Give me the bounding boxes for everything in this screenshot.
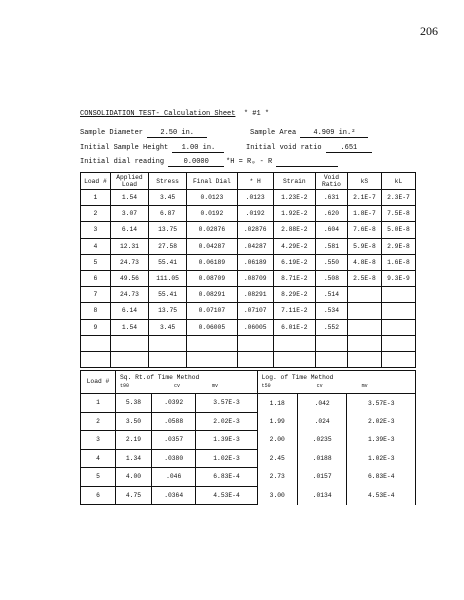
table-row bbox=[81, 206, 416, 222]
sub-mv-2: mv bbox=[361, 383, 368, 389]
table-cell: 1 bbox=[81, 190, 111, 206]
col-ks: kS bbox=[347, 173, 381, 190]
sub-t50: t50 bbox=[261, 383, 271, 389]
table-cell bbox=[347, 303, 381, 319]
time-method-table bbox=[80, 370, 416, 505]
table-cell: 3.57E-3 bbox=[347, 394, 416, 413]
table-cell: 4.00 bbox=[116, 468, 152, 487]
table-cell: 5.0E-8 bbox=[381, 222, 415, 238]
table-cell: 12.31 bbox=[110, 238, 148, 254]
col-void-ratio: Void Ratio bbox=[315, 173, 347, 190]
table-cell bbox=[187, 335, 238, 351]
table-cell: 3.57E-3 bbox=[196, 394, 257, 413]
table-cell bbox=[81, 351, 111, 367]
table-cell: .06189 bbox=[237, 254, 273, 270]
sub-cv-2: cv bbox=[316, 383, 323, 389]
table-cell: 0.06005 bbox=[187, 319, 238, 335]
table-cell: .0123 bbox=[237, 190, 273, 206]
table-cell bbox=[187, 351, 238, 367]
table-cell bbox=[381, 351, 415, 367]
table-cell: 4.53E-4 bbox=[347, 486, 416, 505]
time-method-table-header bbox=[81, 371, 416, 394]
table-cell: .0188 bbox=[297, 449, 347, 468]
table-cell: .514 bbox=[315, 287, 347, 303]
table-cell: 7 bbox=[81, 287, 111, 303]
table-cell: 4.75 bbox=[116, 486, 152, 505]
table-cell: .0157 bbox=[297, 468, 347, 487]
table-cell: 6.83E-4 bbox=[196, 468, 257, 487]
table-cell bbox=[347, 319, 381, 335]
sheet-title-text: CONSOLIDATION TEST- Calculation Sheet bbox=[80, 110, 236, 118]
table-row bbox=[81, 222, 416, 238]
table-cell: .02876 bbox=[237, 222, 273, 238]
table-row bbox=[81, 449, 416, 468]
initial-void-label: Initial void ratio bbox=[246, 144, 322, 152]
sample-diameter-row bbox=[80, 129, 207, 138]
table-cell bbox=[273, 335, 315, 351]
table-cell: .0357 bbox=[151, 431, 195, 450]
table-cell: 1.23E-2 bbox=[273, 190, 315, 206]
table-cell: 24.73 bbox=[110, 254, 148, 270]
table-cell: 2.9E-8 bbox=[381, 238, 415, 254]
table-cell: 1.99 bbox=[257, 412, 297, 431]
table-cell: 7.6E-8 bbox=[347, 222, 381, 238]
table-cell: 0.0123 bbox=[187, 190, 238, 206]
table-cell: 2.1E-7 bbox=[347, 190, 381, 206]
table-cell bbox=[149, 335, 187, 351]
table-cell bbox=[347, 351, 381, 367]
table-cell: 4 bbox=[81, 238, 111, 254]
table-cell: 0.08291 bbox=[187, 287, 238, 303]
sample-diameter-value: 2.50 in. bbox=[147, 129, 207, 138]
table-cell bbox=[381, 335, 415, 351]
table-row bbox=[81, 351, 416, 367]
table-cell: 7.5E-8 bbox=[381, 206, 415, 222]
table-cell: 1.8E-7 bbox=[347, 206, 381, 222]
calculation-table-body bbox=[81, 190, 416, 368]
initial-dial-label: Initial dial reading bbox=[80, 158, 165, 166]
table-row bbox=[81, 335, 416, 351]
calculation-table bbox=[80, 172, 416, 368]
table-cell: 1.54 bbox=[110, 190, 148, 206]
table-cell: 9.3E-9 bbox=[381, 270, 415, 286]
sheet-title-suffix: * #1 * bbox=[243, 110, 270, 118]
table-cell: 3.07 bbox=[110, 206, 148, 222]
table-row bbox=[81, 287, 416, 303]
table-cell: 6 bbox=[81, 486, 116, 505]
log-time-method-header bbox=[257, 371, 415, 394]
sub-t90: t90 bbox=[120, 383, 130, 389]
table-cell: 3.00 bbox=[257, 486, 297, 505]
col-delta-h: * H bbox=[237, 173, 273, 190]
page-number: 206 bbox=[420, 24, 438, 38]
table-cell: 3.50 bbox=[116, 412, 152, 431]
table-cell bbox=[315, 351, 347, 367]
table-cell: 8.29E-2 bbox=[273, 287, 315, 303]
calculation-table-header bbox=[81, 173, 416, 190]
table-cell: 6 bbox=[81, 270, 111, 286]
table-cell bbox=[273, 351, 315, 367]
table-cell: 0.06189 bbox=[187, 254, 238, 270]
table-cell: 6.87 bbox=[149, 206, 187, 222]
initial-dial-value: 0.0000 bbox=[168, 158, 224, 167]
table-cell: 1.39E-3 bbox=[347, 431, 416, 450]
table-cell: .07107 bbox=[237, 303, 273, 319]
t2-col-load-number: Load # bbox=[81, 371, 116, 394]
col-strain: Strain bbox=[273, 173, 315, 190]
table-cell bbox=[237, 351, 273, 367]
table-cell: 0.08709 bbox=[187, 270, 238, 286]
table-cell: 1.92E-2 bbox=[273, 206, 315, 222]
table-cell: 1.6E-8 bbox=[381, 254, 415, 270]
time-method-table-body bbox=[81, 394, 416, 505]
formula-row bbox=[226, 158, 338, 167]
sample-diameter-label: Sample Diameter bbox=[80, 129, 144, 137]
initial-dial-row bbox=[80, 158, 224, 167]
table-cell: 55.41 bbox=[149, 287, 187, 303]
table-cell: 2 bbox=[81, 412, 116, 431]
table-cell: 1.34 bbox=[116, 449, 152, 468]
table-cell bbox=[381, 319, 415, 335]
table-cell: 1.39E-3 bbox=[196, 431, 257, 450]
table-cell: .550 bbox=[315, 254, 347, 270]
table-row bbox=[81, 270, 416, 286]
table-cell: 0.04287 bbox=[187, 238, 238, 254]
log-time-method-subheads bbox=[262, 382, 415, 390]
table-cell: 2.02E-3 bbox=[196, 412, 257, 431]
table-cell: 0.02876 bbox=[187, 222, 238, 238]
initial-void-value: .651 bbox=[326, 144, 372, 153]
sqrt-time-method-title: Sq. Rt.of Time Method bbox=[120, 374, 200, 381]
table-cell: 3.45 bbox=[149, 190, 187, 206]
table-cell: 27.58 bbox=[149, 238, 187, 254]
table-cell: .0134 bbox=[297, 486, 347, 505]
table-cell: 5.9E-8 bbox=[347, 238, 381, 254]
col-stress: Stress bbox=[149, 173, 187, 190]
table-cell bbox=[381, 287, 415, 303]
table-cell: 4.8E-8 bbox=[347, 254, 381, 270]
table-cell: 2.19 bbox=[116, 431, 152, 450]
table-cell: 5 bbox=[81, 468, 116, 487]
table-cell: 1 bbox=[81, 394, 116, 413]
table-cell bbox=[149, 351, 187, 367]
table-cell: 1.18 bbox=[257, 394, 297, 413]
table-row bbox=[81, 238, 416, 254]
table-cell bbox=[347, 335, 381, 351]
sheet-title bbox=[80, 110, 269, 118]
col-applied-load: Applied Load bbox=[110, 173, 148, 190]
table-row bbox=[81, 190, 416, 206]
table-cell: 6.14 bbox=[110, 303, 148, 319]
initial-void-row bbox=[246, 144, 372, 153]
table-row bbox=[81, 431, 416, 450]
table-cell: .0380 bbox=[151, 449, 195, 468]
col-final-dial: Final Dial bbox=[187, 173, 238, 190]
table-cell: .0588 bbox=[151, 412, 195, 431]
log-time-method-title: Log. of Time Method bbox=[261, 374, 334, 381]
table-cell: 13.75 bbox=[149, 303, 187, 319]
table-cell bbox=[110, 335, 148, 351]
table-cell: .631 bbox=[315, 190, 347, 206]
table-cell: 3.45 bbox=[149, 319, 187, 335]
delta-h-formula: *H = R₀ - R bbox=[226, 158, 273, 166]
sample-area-row bbox=[250, 129, 368, 138]
table-cell bbox=[315, 335, 347, 351]
table-cell: 4 bbox=[81, 449, 116, 468]
col-load-number: Load # bbox=[81, 173, 111, 190]
table-cell bbox=[237, 335, 273, 351]
table-cell: 4.29E-2 bbox=[273, 238, 315, 254]
table-cell: 2.45 bbox=[257, 449, 297, 468]
table-row bbox=[81, 303, 416, 319]
table-cell: 8 bbox=[81, 303, 111, 319]
table-row bbox=[81, 254, 416, 270]
table-cell: .581 bbox=[315, 238, 347, 254]
initial-height-row bbox=[80, 144, 224, 153]
table-cell: .06005 bbox=[237, 319, 273, 335]
table-cell: 1.54 bbox=[110, 319, 148, 335]
table-cell: 5 bbox=[81, 254, 111, 270]
table-cell: 6.19E-2 bbox=[273, 254, 315, 270]
sqrt-time-method-header bbox=[116, 371, 258, 394]
table-cell: 6.01E-2 bbox=[273, 319, 315, 335]
table-cell: 8.71E-2 bbox=[273, 270, 315, 286]
table-cell: 5.38 bbox=[116, 394, 152, 413]
table-cell: 2.3E-7 bbox=[381, 190, 415, 206]
table-cell: 2.73 bbox=[257, 468, 297, 487]
table-cell: 3 bbox=[81, 222, 111, 238]
table-cell: .0192 bbox=[237, 206, 273, 222]
table-cell: 49.56 bbox=[110, 270, 148, 286]
table-cell: 111.05 bbox=[149, 270, 187, 286]
table-cell: .552 bbox=[315, 319, 347, 335]
table-row bbox=[81, 486, 416, 505]
table-cell: 2.02E-3 bbox=[347, 412, 416, 431]
table-row bbox=[81, 412, 416, 431]
table-cell: 1.02E-3 bbox=[196, 449, 257, 468]
col-kl: kL bbox=[381, 173, 415, 190]
formula-blank-line bbox=[276, 158, 338, 167]
sub-mv-1: mv bbox=[211, 383, 218, 389]
table-cell: 3 bbox=[81, 431, 116, 450]
table-cell: .046 bbox=[151, 468, 195, 487]
table-cell: .04287 bbox=[237, 238, 273, 254]
sample-area-value: 4.909 in.² bbox=[300, 129, 368, 138]
initial-height-value: 1.00 in. bbox=[172, 144, 224, 153]
table-cell: 0.0192 bbox=[187, 206, 238, 222]
table-cell: 0.07107 bbox=[187, 303, 238, 319]
table-row bbox=[81, 394, 416, 413]
sqrt-time-method-subheads bbox=[120, 382, 257, 390]
table-cell: .042 bbox=[297, 394, 347, 413]
table-cell: .0392 bbox=[151, 394, 195, 413]
table-cell: 2.5E-8 bbox=[347, 270, 381, 286]
table-cell: 13.75 bbox=[149, 222, 187, 238]
table-cell: 4.53E-4 bbox=[196, 486, 257, 505]
table-cell: .024 bbox=[297, 412, 347, 431]
table-row bbox=[81, 319, 416, 335]
table-cell: .08709 bbox=[237, 270, 273, 286]
table-cell: 24.73 bbox=[110, 287, 148, 303]
table-cell: .534 bbox=[315, 303, 347, 319]
table-cell: .0235 bbox=[297, 431, 347, 450]
table-cell: 2.00 bbox=[257, 431, 297, 450]
table-cell: .0364 bbox=[151, 486, 195, 505]
table-cell: 2 bbox=[81, 206, 111, 222]
table-cell: .604 bbox=[315, 222, 347, 238]
table-cell: 55.41 bbox=[149, 254, 187, 270]
table-cell bbox=[110, 351, 148, 367]
table-cell: .508 bbox=[315, 270, 347, 286]
table-cell bbox=[381, 303, 415, 319]
table-cell: 6.14 bbox=[110, 222, 148, 238]
table-cell: .620 bbox=[315, 206, 347, 222]
table-cell: 7.11E-2 bbox=[273, 303, 315, 319]
table-cell: 6.83E-4 bbox=[347, 468, 416, 487]
table-cell: 2.88E-2 bbox=[273, 222, 315, 238]
table-cell bbox=[81, 335, 111, 351]
table-cell: .08291 bbox=[237, 287, 273, 303]
table-cell: 1.02E-3 bbox=[347, 449, 416, 468]
sub-cv-1: cv bbox=[173, 383, 180, 389]
table-cell: 9 bbox=[81, 319, 111, 335]
table-row bbox=[81, 468, 416, 487]
initial-height-label: Initial Sample Height bbox=[80, 144, 169, 152]
sample-area-label: Sample Area bbox=[250, 129, 297, 137]
table-cell bbox=[347, 287, 381, 303]
